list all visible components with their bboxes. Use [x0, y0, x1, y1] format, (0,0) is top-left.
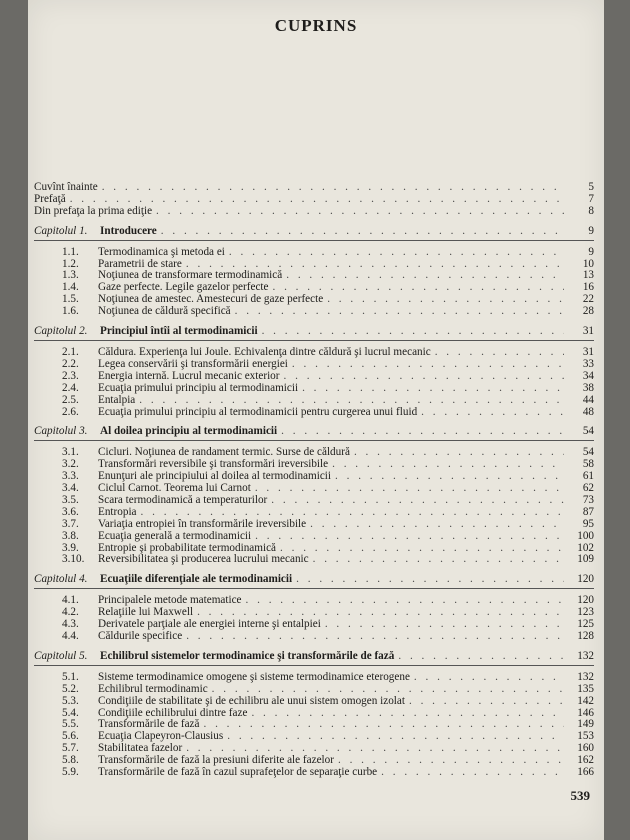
leader-dots [141, 507, 564, 519]
leader-dots [212, 684, 564, 696]
section-label: Noţiunea de căldură specifică [98, 305, 231, 318]
section-number: 3.2. [62, 458, 79, 471]
section-page: 153 [577, 730, 594, 743]
section-label: Variaţia entropiei în transformările ireversibile [98, 517, 307, 530]
section-number: 3.7. [62, 517, 79, 530]
leader-dots [271, 495, 564, 507]
section-label: Condiţiile de stabilitate şi de echilibru ale unui sistem omogen izolat [98, 694, 405, 707]
section-number: 3.3. [62, 470, 79, 483]
section-row [62, 371, 594, 383]
chapter-title: Introducere [100, 224, 157, 237]
section-number: 4.2. [62, 606, 79, 619]
section-label: Echilibrul termodinamic [98, 682, 208, 695]
section-number: 1.2. [62, 257, 79, 270]
chapter-page: 120 [577, 573, 594, 586]
leader-dots [284, 371, 564, 383]
section-label: Gaze perfecte. Legile gazelor perfecte [98, 281, 269, 294]
section-row [62, 359, 594, 371]
section-number: 2.3. [62, 369, 79, 382]
section-page: 62 [582, 482, 594, 495]
leader-dots [262, 326, 564, 338]
section-page: 73 [582, 493, 594, 506]
section-page: 128 [577, 630, 594, 642]
section-row [62, 531, 594, 543]
section-page: 58 [582, 458, 594, 471]
section-label: Sisteme termodinamice omogene şi sisteme termodinamice eterogene [98, 670, 410, 683]
section-row [62, 247, 594, 259]
section-label: Transformările de fază la presiuni diferite ale fazelor [98, 754, 334, 767]
section-page: 102 [577, 541, 594, 554]
section-page: 166 [577, 766, 594, 779]
chapter-title: Principiul întîi al termodinamicii [100, 325, 258, 338]
section-label: Entropia [98, 505, 137, 518]
leader-dots [435, 347, 564, 359]
section-label: Relaţiile lui Maxwell [98, 606, 194, 619]
leader-dots [246, 595, 564, 607]
section-page: 16 [582, 281, 594, 294]
leader-dots [161, 226, 564, 238]
section-label: Condiţiile echilibrului dintre faze [98, 706, 248, 719]
section-label: Energia internă. Lucrul mecanic exterior [98, 369, 280, 382]
chapter-page: 31 [582, 325, 594, 338]
section-row [62, 395, 594, 407]
section-label: Stabilitatea fazelor [98, 742, 183, 755]
section-page: 10 [582, 257, 594, 270]
section-page: 44 [582, 393, 594, 406]
section-label: Principalele metode matematice [98, 594, 242, 607]
section-number: 4.1. [62, 594, 79, 607]
section-row [62, 306, 594, 318]
chapter-title: Al doilea principiu al termodinamicii [100, 425, 278, 438]
section-number: 5.2. [62, 682, 79, 695]
leader-dots [354, 447, 564, 459]
leader-dots [310, 519, 564, 531]
chapter-number: Capitolul 3. [34, 425, 88, 438]
leader-dots [381, 767, 564, 779]
section-label: Entalpia [98, 393, 136, 406]
section-label: Căldura. Experienţa lui Joule. Echivalenţa dintre căldură şi lucrul mecanic [98, 345, 431, 358]
section-page: 95 [582, 517, 594, 530]
section-label: Ciclul Carnot. Teorema lui Carnot [98, 482, 251, 495]
section-number: 4.3. [62, 618, 79, 631]
section-page: 33 [582, 357, 594, 370]
section-page: 135 [577, 682, 594, 695]
chapter-page: 132 [577, 649, 594, 662]
section-number: 3.4. [62, 482, 79, 495]
section-label: Ecuaţia generală a termodinamicii [98, 529, 252, 542]
chapter-number: Capitolul 5. [34, 649, 88, 662]
section-number: 2.6. [62, 405, 79, 418]
page-title: CUPRINS [274, 16, 358, 35]
section-number: 5.9. [62, 766, 79, 779]
section-page: 54 [582, 446, 594, 459]
chapter-number: Capitolul 2. [34, 325, 88, 338]
section-label: Reversibilitatea şi producerea lucrului mecanic [98, 553, 309, 566]
chapter-title: Echilibrul sistemelor termodinamice şi transformările de fază [100, 649, 395, 662]
section-page: 31 [582, 345, 594, 358]
section-label: Noţiunea de amestec. Amestecuri de gaze perfecte [98, 293, 324, 306]
section-page: 146 [577, 706, 594, 719]
section-row [62, 495, 594, 507]
section-number: 2.5. [62, 393, 79, 406]
section-number: 1.3. [62, 269, 79, 282]
section-label: Ecuaţia primului principiu al termodinamicii pentru curgerea unui fluid [98, 405, 418, 418]
section-label: Ecuaţia primului principiu al termodinamicii [98, 381, 299, 394]
leader-dots [229, 247, 564, 259]
section-page: 22 [582, 293, 594, 306]
section-number: 5.4. [62, 706, 79, 719]
leader-dots [409, 696, 564, 708]
section-label: Legea conservării şi transformării energiei [98, 357, 288, 370]
intro-label: Prefaţă [34, 192, 66, 205]
chapter-row [34, 426, 594, 441]
section-label: Transformările de fază în cazul suprafeţelor de separaţie curbe [98, 766, 378, 779]
section-number: 2.1. [62, 345, 79, 358]
section-number: 5.3. [62, 694, 79, 707]
section-page: 61 [582, 470, 594, 483]
section-page: 109 [577, 553, 594, 566]
section-row [62, 696, 594, 708]
section-label: Cicluri. Noţiunea de randament termic. Surse de căldură [98, 446, 350, 459]
leader-dots [280, 543, 564, 555]
leader-dots [414, 672, 564, 684]
intro-label: Din prefaţa la prima ediţie [34, 204, 153, 217]
leader-dots [332, 459, 564, 471]
section-page: 87 [582, 505, 594, 518]
chapter-row [34, 226, 594, 241]
section-page: 160 [577, 742, 594, 755]
section-number: 3.9. [62, 541, 79, 554]
section-row [62, 507, 594, 519]
section-label: Căldurile specifice [98, 630, 183, 642]
section-page: 123 [577, 606, 594, 619]
section-page: 132 [577, 670, 594, 683]
leader-dots [398, 651, 564, 663]
section-row [62, 383, 594, 395]
section-number: 2.4. [62, 381, 79, 394]
leader-dots [186, 631, 564, 643]
intro-page: 8 [588, 204, 594, 217]
chapter-row [34, 326, 594, 341]
section-page: 34 [582, 369, 594, 382]
leader-dots [156, 206, 564, 218]
section-label: Transformări reversibile şi transformări ireversibile [98, 458, 329, 471]
book-page [28, 0, 604, 840]
section-row [62, 767, 594, 779]
leader-dots [325, 619, 564, 631]
leader-dots [203, 719, 564, 731]
section-page: 142 [577, 694, 594, 707]
section-row [62, 519, 594, 531]
section-label: Transformările de fază [98, 718, 200, 731]
section-number: 5.6. [62, 730, 79, 743]
section-number: 5.7. [62, 742, 79, 755]
leader-dots [227, 731, 564, 743]
section-page: 100 [577, 529, 594, 542]
section-row [62, 554, 594, 566]
leader-dots [292, 359, 564, 371]
section-page: 9 [588, 245, 594, 258]
chapter-number: Capitolul 4. [34, 573, 88, 586]
section-number: 3.8. [62, 529, 79, 542]
section-page: 28 [582, 305, 594, 318]
section-row [62, 631, 594, 643]
section-label: Derivatele parţiale ale energiei interne şi entalpiei [98, 618, 321, 631]
section-number: 3.1. [62, 446, 79, 459]
leader-dots [251, 708, 564, 720]
section-label: Enunţuri ale principiului al doilea al termodinamicii [98, 470, 332, 483]
section-page: 120 [577, 594, 594, 607]
section-page: 38 [582, 381, 594, 394]
leader-dots [102, 182, 564, 194]
chapter-row [34, 651, 594, 666]
section-page: 13 [582, 269, 594, 282]
leader-dots [255, 531, 564, 543]
leader-dots [139, 395, 564, 407]
section-label: Parametrii de stare [98, 257, 182, 270]
leader-dots [327, 294, 564, 306]
intro-page: 7 [588, 192, 594, 205]
leader-dots [421, 407, 564, 419]
section-number: 5.5. [62, 718, 79, 731]
section-page: 125 [577, 618, 594, 631]
section-label: Termodinamica şi metoda ei [98, 245, 225, 258]
section-label: Scara termodinamică a temperaturilor [98, 493, 268, 506]
section-number: 1.5. [62, 293, 79, 306]
section-number: 3.6. [62, 505, 79, 518]
leader-dots [335, 471, 564, 483]
leader-dots [313, 554, 564, 566]
leader-dots [286, 270, 564, 282]
section-number: 3.5. [62, 493, 79, 506]
section-row [62, 672, 594, 684]
intro-row [34, 206, 594, 218]
leader-dots [296, 574, 564, 586]
section-number: 2.2. [62, 357, 79, 370]
chapter-page: 9 [588, 224, 594, 237]
section-number: 5.8. [62, 754, 79, 767]
section-label: Entropie şi probabilitate termodinamică [98, 541, 277, 554]
section-number: 1.6. [62, 305, 79, 318]
chapter-page: 54 [582, 425, 594, 438]
section-page: 48 [582, 405, 594, 418]
section-number: 3.10. [62, 553, 85, 566]
section-number: 4.4. [62, 630, 79, 642]
chapter-row [34, 574, 594, 589]
page-number: 539 [570, 788, 590, 803]
section-page: 162 [577, 754, 594, 767]
table-of-contents [34, 182, 594, 779]
intro-label: Cuvînt înainte [34, 181, 98, 193]
section-page: 149 [577, 718, 594, 731]
section-number: 1.1. [62, 245, 79, 258]
leader-dots [302, 383, 564, 395]
section-number: 5.1. [62, 670, 79, 683]
leader-dots [255, 483, 564, 495]
intro-page: 5 [588, 181, 594, 193]
section-label: Noţiunea de transformare termodinamică [98, 269, 283, 282]
section-row [62, 407, 594, 419]
leader-dots [235, 306, 564, 318]
intro-row [34, 182, 594, 194]
section-number: 1.4. [62, 281, 79, 294]
leader-dots [281, 426, 564, 438]
section-label: Ecuaţia Clapeyron-Clausius [98, 730, 224, 743]
section-row [62, 684, 594, 696]
chapter-number: Capitolul 1. [34, 224, 88, 237]
chapter-title: Ecuaţiile diferenţiale ale termodinamicii [100, 573, 293, 586]
